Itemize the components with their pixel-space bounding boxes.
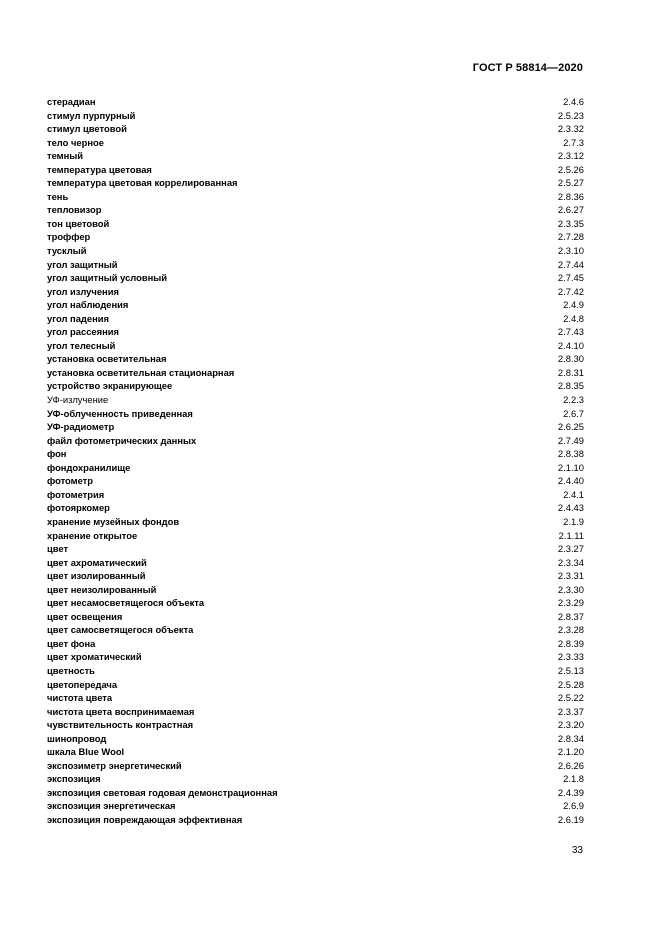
index-reference: 2.2.3 xyxy=(563,394,584,406)
index-term: хранение музейных фондов xyxy=(47,515,180,527)
index-entry xyxy=(47,732,584,746)
index-reference: 2.5.27 xyxy=(557,177,584,189)
index-entry xyxy=(47,461,584,475)
page-number: 33 xyxy=(571,845,583,856)
index-entry xyxy=(47,691,584,705)
index-term: тон цветовой xyxy=(47,217,110,229)
index-term: фондохранилище xyxy=(47,461,131,473)
index-reference: 2.3.32 xyxy=(557,123,584,135)
index-entry xyxy=(47,434,584,448)
index-term: экспозиметр энергетический xyxy=(47,759,182,771)
index-entry xyxy=(47,217,584,231)
index-entry xyxy=(47,285,584,299)
index-reference: 2.3.20 xyxy=(557,719,584,731)
index-entry xyxy=(47,176,584,190)
index-reference: 2.1.11 xyxy=(558,529,584,541)
index-entry xyxy=(47,339,584,353)
index-term: угол наблюдения xyxy=(47,299,129,311)
index-reference: 2.5.26 xyxy=(557,163,584,175)
index-entry xyxy=(47,352,584,366)
index-term: устройство экранирующее xyxy=(47,380,173,392)
index-term: фон xyxy=(47,448,67,460)
index-reference: 2.4.1 xyxy=(563,488,584,500)
index-entry xyxy=(47,650,584,664)
index-entry xyxy=(47,298,584,312)
index-entry xyxy=(47,799,584,813)
index-reference: 2.7.28 xyxy=(557,231,584,243)
index-entry xyxy=(47,786,584,800)
index-term: угол падения xyxy=(47,312,109,324)
index-reference: 2.6.19 xyxy=(557,813,584,825)
index-term: чистота цвета воспринимаемая xyxy=(47,705,195,717)
index-reference: 2.6.25 xyxy=(557,421,584,433)
index-reference: 2.3.37 xyxy=(557,705,584,717)
index-term: стерадиан xyxy=(47,96,96,107)
index-term: экспозиция световая годовая демонстрационная xyxy=(47,786,278,798)
index-term: цвет самосветящегося объекта xyxy=(47,624,194,636)
index-term: температура цветовая коррелированная xyxy=(47,177,238,189)
index-term: цвет освещения xyxy=(47,610,123,622)
term-index-list xyxy=(47,95,584,827)
index-reference: 2.3.30 xyxy=(557,583,584,595)
index-entry xyxy=(47,501,584,515)
index-reference: 2.4.6 xyxy=(563,96,584,107)
index-entry xyxy=(47,95,584,109)
index-reference: 2.6.7 xyxy=(563,407,584,419)
index-term: хранение открытое xyxy=(47,529,138,541)
index-reference: 2.3.27 xyxy=(557,543,584,555)
index-entry xyxy=(47,813,584,827)
index-entry xyxy=(47,705,584,719)
index-term: шкала Blue Wool xyxy=(47,746,125,758)
index-term: стимул цветовой xyxy=(47,123,127,135)
index-reference: 2.5.22 xyxy=(557,692,584,704)
index-entry xyxy=(47,149,584,163)
index-reference: 2.7.3 xyxy=(563,136,584,148)
index-reference: 2.4.40 xyxy=(557,475,584,487)
index-reference: 2.1.8 xyxy=(563,773,584,785)
index-reference: 2.8.39 xyxy=(557,637,584,649)
index-reference: 2.1.20 xyxy=(557,746,584,758)
index-term: шинопровод xyxy=(47,732,107,744)
index-reference: 2.6.26 xyxy=(557,759,584,771)
index-entry xyxy=(47,379,584,393)
index-term: файл фотометрических данных xyxy=(47,434,197,446)
index-entry xyxy=(47,583,584,597)
index-entry xyxy=(47,623,584,637)
index-term: экспозиция повреждающая эффективная xyxy=(47,813,243,825)
index-reference: 2.5.28 xyxy=(557,678,584,690)
index-reference: 2.4.39 xyxy=(557,786,584,798)
index-term: цвет неизолированный xyxy=(47,583,157,595)
index-reference: 2.8.35 xyxy=(557,380,584,392)
index-term: цвет изолированный xyxy=(47,570,146,582)
index-reference: 2.1.10 xyxy=(557,461,584,473)
index-entry xyxy=(47,488,584,502)
index-reference: 2.8.38 xyxy=(557,448,584,460)
index-entry xyxy=(47,569,584,583)
index-entry xyxy=(47,312,584,326)
index-reference: 2.3.10 xyxy=(557,245,584,257)
index-reference: 2.4.9 xyxy=(563,299,584,311)
index-reference: 2.8.34 xyxy=(557,732,584,744)
index-term: фотометрия xyxy=(47,488,105,500)
index-entry xyxy=(47,759,584,773)
index-entry xyxy=(47,420,584,434)
index-term: цвет ахроматический xyxy=(47,556,147,568)
document-code-header: ГОСТ Р 58814—2020 xyxy=(472,62,583,74)
index-term: температура цветовая xyxy=(47,163,152,175)
index-entry xyxy=(47,393,584,407)
index-entry xyxy=(47,447,584,461)
index-term: угол защитный условный xyxy=(47,272,168,284)
index-reference: 2.3.33 xyxy=(557,651,584,663)
index-term: тусклый xyxy=(47,245,87,257)
index-entry xyxy=(47,664,584,678)
index-term: фотояркомер xyxy=(47,502,110,514)
index-term: установка осветительная стационарная xyxy=(47,366,235,378)
index-entry xyxy=(47,772,584,786)
index-reference: 2.3.12 xyxy=(557,150,584,162)
index-entry xyxy=(47,529,584,543)
index-term: угол защитный xyxy=(47,258,118,270)
index-term: установка осветительная xyxy=(47,353,167,365)
index-entry xyxy=(47,556,584,570)
index-term: экспозиция энергетическая xyxy=(47,800,176,812)
index-reference: 2.7.43 xyxy=(557,326,584,338)
index-term: чувствительность контрастная xyxy=(47,719,194,731)
index-entry xyxy=(47,325,584,339)
index-term: УФ-облученность приведенная xyxy=(47,407,193,419)
index-reference: 2.7.42 xyxy=(557,285,584,297)
index-entry xyxy=(47,136,584,150)
index-entry xyxy=(47,163,584,177)
index-reference: 2.3.31 xyxy=(557,570,584,582)
index-entry xyxy=(47,203,584,217)
index-term: цвет несамосветящегося объекта xyxy=(47,597,205,609)
index-reference: 2.7.49 xyxy=(557,434,584,446)
index-term: УФ-радиометр xyxy=(47,421,115,433)
index-reference: 2.7.45 xyxy=(557,272,584,284)
index-entry xyxy=(47,474,584,488)
index-term: чистота цвета xyxy=(47,692,113,704)
index-reference: 2.4.43 xyxy=(557,502,584,514)
index-entry xyxy=(47,407,584,421)
index-term: тело черное xyxy=(47,136,104,148)
index-reference: 2.6.27 xyxy=(557,204,584,216)
index-entry xyxy=(47,122,584,136)
index-entry xyxy=(47,596,584,610)
index-reference: 2.3.35 xyxy=(557,217,584,229)
index-term: тень xyxy=(47,190,69,202)
index-entry xyxy=(47,542,584,556)
index-entry xyxy=(47,745,584,759)
index-entry xyxy=(47,637,584,651)
index-entry xyxy=(47,271,584,285)
index-entry xyxy=(47,366,584,380)
index-reference: 2.1.9 xyxy=(563,515,584,527)
index-reference: 2.4.8 xyxy=(563,312,584,324)
index-term: цвет фона xyxy=(47,637,96,649)
index-reference: 2.5.13 xyxy=(557,664,584,676)
index-reference: 2.6.9 xyxy=(563,800,584,812)
index-reference: 2.4.10 xyxy=(557,339,584,351)
index-reference: 2.7.44 xyxy=(557,258,584,270)
index-entry xyxy=(47,678,584,692)
index-entry xyxy=(47,230,584,244)
index-entry xyxy=(47,190,584,204)
index-term: фотометр xyxy=(47,475,93,487)
index-term: экспозиция xyxy=(47,773,101,785)
index-reference: 2.3.28 xyxy=(557,624,584,636)
index-entry xyxy=(47,718,584,732)
index-term: темный xyxy=(47,150,84,162)
index-term: угол излучения xyxy=(47,285,119,297)
index-term: УФ-излучение xyxy=(47,394,109,406)
index-entry xyxy=(47,610,584,624)
index-reference: 2.8.31 xyxy=(557,366,584,378)
index-entry xyxy=(47,244,584,258)
index-term: цветопередача xyxy=(47,678,118,690)
index-term: цветность xyxy=(47,664,95,676)
index-term: угол рассеяния xyxy=(47,326,119,338)
index-term: троффер xyxy=(47,231,91,243)
index-reference: 2.8.36 xyxy=(557,190,584,202)
index-reference: 2.5.23 xyxy=(557,109,584,121)
index-term: цвет xyxy=(47,543,69,555)
index-term: стимул пурпурный xyxy=(47,109,136,121)
index-term: тепловизор xyxy=(47,204,102,216)
index-term: цвет хроматический xyxy=(47,651,142,663)
index-entry xyxy=(47,515,584,529)
index-reference: 2.8.37 xyxy=(557,610,584,622)
index-term: угол телесный xyxy=(47,339,116,351)
index-entry xyxy=(47,109,584,123)
index-reference: 2.3.34 xyxy=(557,556,584,568)
index-reference: 2.8.30 xyxy=(557,353,584,365)
index-reference: 2.3.29 xyxy=(557,597,584,609)
index-entry xyxy=(47,258,584,272)
